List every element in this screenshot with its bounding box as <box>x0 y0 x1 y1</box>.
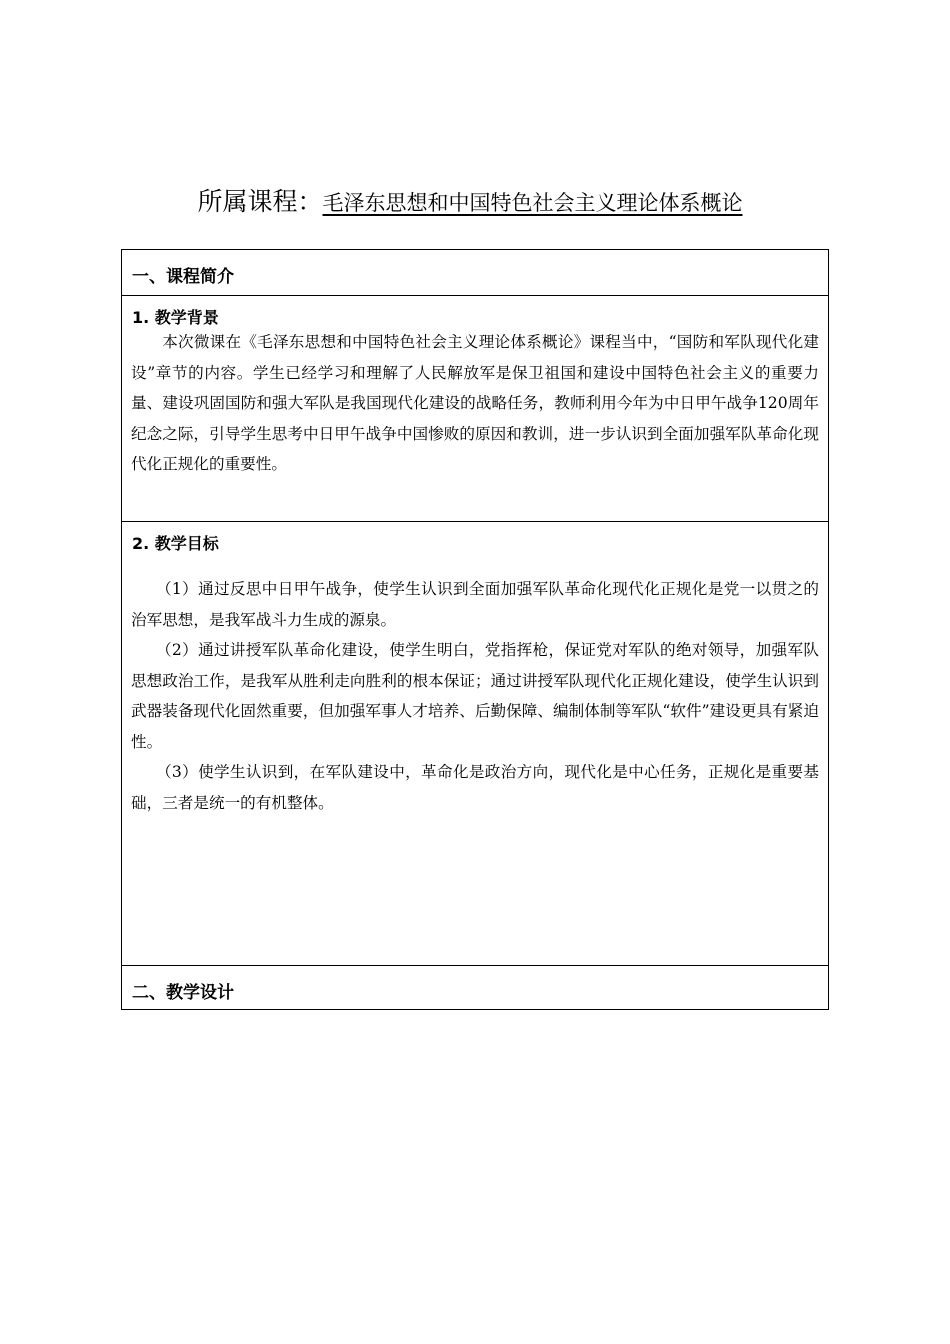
course-form-table <box>121 249 829 1010</box>
section-design-heading: 二、教学设计 <box>132 983 234 1003</box>
teaching-goal-item: （3）使学生认识到，在军队建设中，革命化是政治方向，现代化是中心任务，正规化是重要基础，三者是统一的有机整体。 <box>131 763 819 812</box>
course-name: 毛泽东思想和中国特色社会主义理论体系概论 <box>322 191 743 215</box>
teaching-background-text: 本次微课在《毛泽东思想和中国特色社会主义理论体系概论》课程当中，“国防和军队现代化建设”章节的内容。学生已经学习和理解了人民解放军是保卫祖国和建设中国特色社会主义的重要力量、建设巩固国防和强大军队是我国现代化建设的战略任务，教师利用今年为中日甲午战争120周年纪念之际，引导学生思考中日甲午战争中国惨败的原因和教训，进一步认识到全面加强军队革命化现代化正规化的重要性。 <box>131 333 819 473</box>
teaching-goals-row <box>122 521 828 965</box>
section-intro-row <box>122 250 828 295</box>
teaching-goal-item: （2）通过讲授军队革命化建设，使学生明白，党指挥枪，保证党对军队的绝对领导，加强军队思想政治工作，是我军从胜利走向胜利的根本保证；通过讲授军队现代化正规化建设，使学生认识到武器装备现代化固然重要，但加强军事人才培养、后勤保障、编制体制等军队“软件”建设更具有紧迫性。 <box>131 641 819 751</box>
teaching-goals-heading: 2. 教学目标 <box>132 534 219 553</box>
teaching-background-row <box>122 295 828 521</box>
section-design-row <box>122 965 828 1009</box>
teaching-goals-list <box>131 574 819 818</box>
section-intro-heading: 一、课程简介 <box>132 267 234 287</box>
teaching-background-body <box>131 327 819 480</box>
course-title <box>0 182 950 218</box>
teaching-background-heading: 1. 教学背景 <box>132 308 219 327</box>
course-label: 所属课程： <box>197 187 323 216</box>
teaching-goal-item: （1）通过反思中日甲午战争，使学生认识到全面加强军队革命化现代化正规化是党一以贯之的治军思想，是我军战斗力生成的源泉。 <box>131 580 819 629</box>
